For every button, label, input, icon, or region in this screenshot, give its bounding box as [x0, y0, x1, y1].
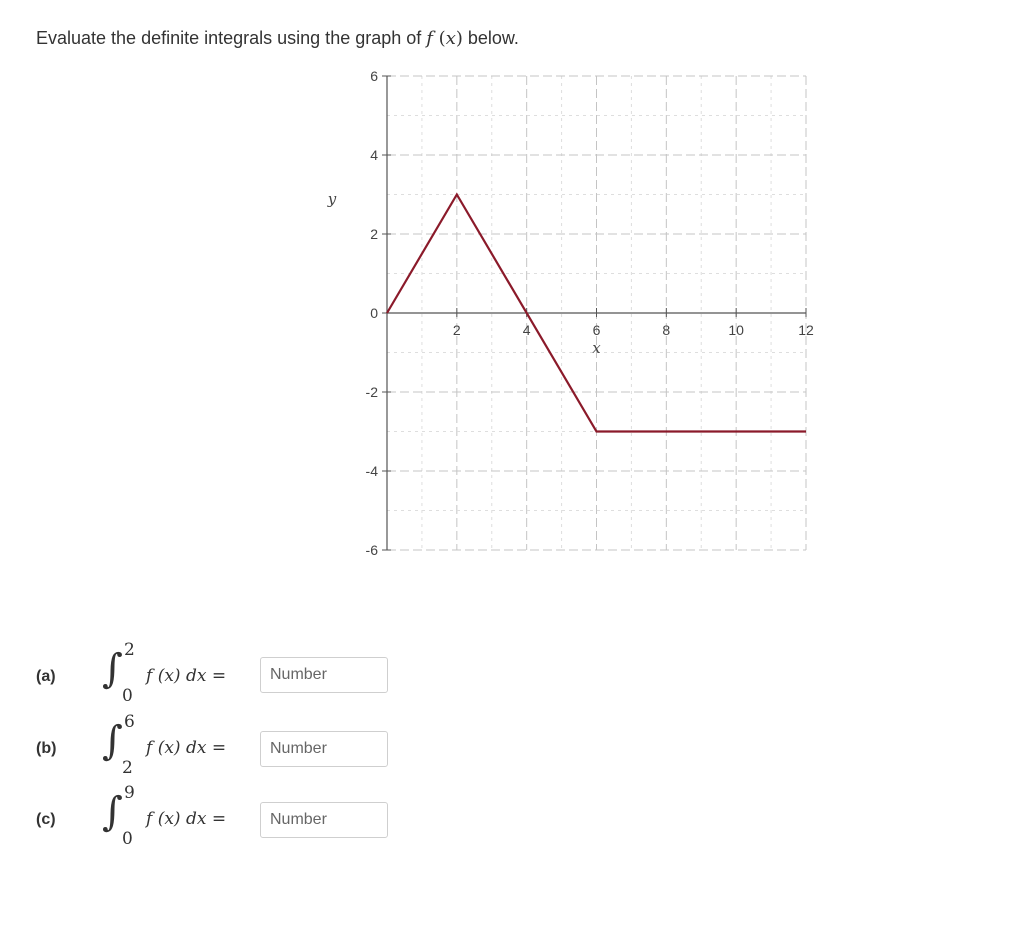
answer-input-b[interactable]	[260, 731, 388, 767]
lower-limit: 0	[122, 829, 133, 849]
integral-sign: ∫	[102, 718, 123, 764]
integral-sign: ∫	[102, 646, 123, 692]
answer-input-a[interactable]	[260, 657, 388, 693]
y-tick-label: -4	[365, 463, 378, 479]
answer-input-c[interactable]	[260, 802, 388, 838]
y-tick-label: 0	[370, 305, 378, 321]
y-tick-label: 6	[370, 68, 378, 84]
x-tick-label: 2	[452, 322, 461, 338]
y-tick-label: 2	[370, 226, 378, 242]
y-tick-label: -2	[365, 384, 378, 400]
question-c	[36, 783, 436, 853]
question-c-label: (c)	[36, 811, 56, 828]
prompt-text-before: Evaluate the definite integrals using the graph of	[36, 28, 427, 48]
integrand: f (x) dx =	[146, 738, 227, 758]
integrand: f (x) dx =	[146, 666, 227, 686]
y-tick-label: -6	[365, 542, 378, 558]
upper-limit: 6	[124, 712, 135, 732]
x-tick-label: 12	[798, 322, 814, 338]
x-axis-label: x	[592, 339, 601, 357]
upper-limit: 2	[124, 640, 135, 660]
question-b-label: (b)	[36, 740, 57, 757]
x-tick-label: 10	[728, 322, 744, 338]
question-b	[36, 712, 436, 782]
prompt-text-after: below.	[462, 28, 519, 48]
x-tick-label: 6	[592, 322, 601, 338]
lower-limit: 0	[122, 686, 133, 706]
prompt-function: f (x)	[426, 28, 463, 49]
y-tick-label: 4	[370, 147, 378, 163]
integral-sign: ∫	[102, 789, 123, 835]
lower-limit: 2	[122, 758, 133, 778]
y-axis-label: y	[327, 190, 337, 208]
question-a	[36, 640, 436, 710]
x-tick-label: 8	[662, 322, 671, 338]
question-a-label: (a)	[36, 668, 56, 685]
x-tick-label: 4	[522, 322, 531, 338]
integrand: f (x) dx =	[146, 809, 227, 829]
upper-limit: 9	[124, 783, 135, 803]
